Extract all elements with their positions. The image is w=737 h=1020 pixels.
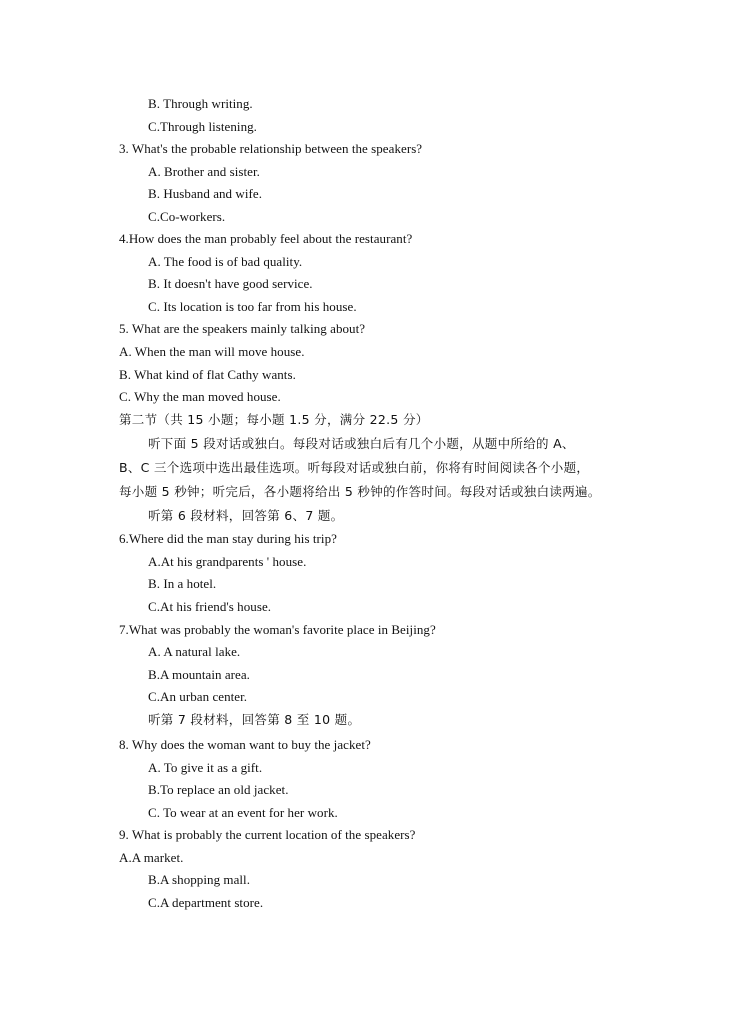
question-4: 4.How does the man probably feel about the restaurant? bbox=[119, 231, 413, 246]
q3-option-a: A. Brother and sister. bbox=[148, 164, 260, 179]
q5-option-a: A. When the man will move house. bbox=[119, 344, 305, 359]
q2-option-c: C.Through listening. bbox=[148, 119, 257, 134]
q5-option-c: C. Why the man moved house. bbox=[119, 389, 281, 404]
q9-option-b: B.A shopping mall. bbox=[148, 872, 251, 887]
q6-option-b: B. In a hotel. bbox=[148, 576, 217, 591]
q7-option-c: C.An urban center. bbox=[148, 689, 248, 704]
section-2-heading: 第二节（共 15 小题；每小题 1.5 分，满分 22.5 分） bbox=[119, 412, 429, 427]
q2-option-b: B. Through writing. bbox=[148, 96, 253, 111]
question-3: 3. What's the probable relationship between the speakers? bbox=[119, 141, 423, 156]
question-9: 9. What is probably the current location of the speakers? bbox=[119, 827, 416, 842]
question-7: 7.What was probably the woman's favorite place in Beijing? bbox=[119, 622, 436, 637]
q8-option-b: B.To replace an old jacket. bbox=[148, 782, 289, 797]
question-8: 8. Why does the woman want to buy the jacket? bbox=[119, 737, 371, 752]
q6-option-a: A.At his grandparents ' house. bbox=[148, 554, 307, 569]
q8-option-a: A. To give it as a gift. bbox=[148, 760, 263, 775]
question-5: 5. What are the speakers mainly talking about? bbox=[119, 321, 366, 336]
instructions-line-2: B、C 三个选项中选出最佳选项。听每段对话或独白前，你将有时间阅读各个小题， bbox=[119, 460, 590, 475]
q3-option-b: B. Husband and wife. bbox=[148, 186, 263, 201]
q7-option-b: B.A mountain area. bbox=[148, 667, 250, 682]
question-6: 6.Where did the man stay during his trip? bbox=[119, 531, 337, 546]
passage-6-instruction: 听第 6 段材料，回答第 6、7 题。 bbox=[148, 508, 344, 523]
instructions-line-3: 每小题 5 秒钟；听完后，各小题将给出 5 秒钟的作答时间。每段对话或独白读两遍。 bbox=[119, 484, 601, 499]
q4-option-b: B. It doesn't have good service. bbox=[148, 276, 313, 291]
q3-option-c: C.Co-workers. bbox=[148, 209, 226, 224]
q5-option-b: B. What kind of flat Cathy wants. bbox=[119, 367, 296, 382]
q8-option-c: C. To wear at an event for her work. bbox=[148, 805, 338, 820]
q6-option-c: C.At his friend's house. bbox=[148, 599, 272, 614]
instructions-line-1: 听下面 5 段对话或独白。每段对话或独白后有几个小题，从题中所给的 A、 bbox=[148, 436, 575, 451]
q7-option-a: A. A natural lake. bbox=[148, 644, 241, 659]
q9-option-c: C.A department store. bbox=[148, 895, 264, 910]
q9-option-a: A.A market. bbox=[119, 850, 184, 865]
q4-option-c: C. Its location is too far from his house. bbox=[148, 299, 357, 314]
passage-7-instruction: 听第 7 段材料，回答第 8 至 10 题。 bbox=[148, 712, 361, 727]
q4-option-a: A. The food is of bad quality. bbox=[148, 254, 303, 269]
